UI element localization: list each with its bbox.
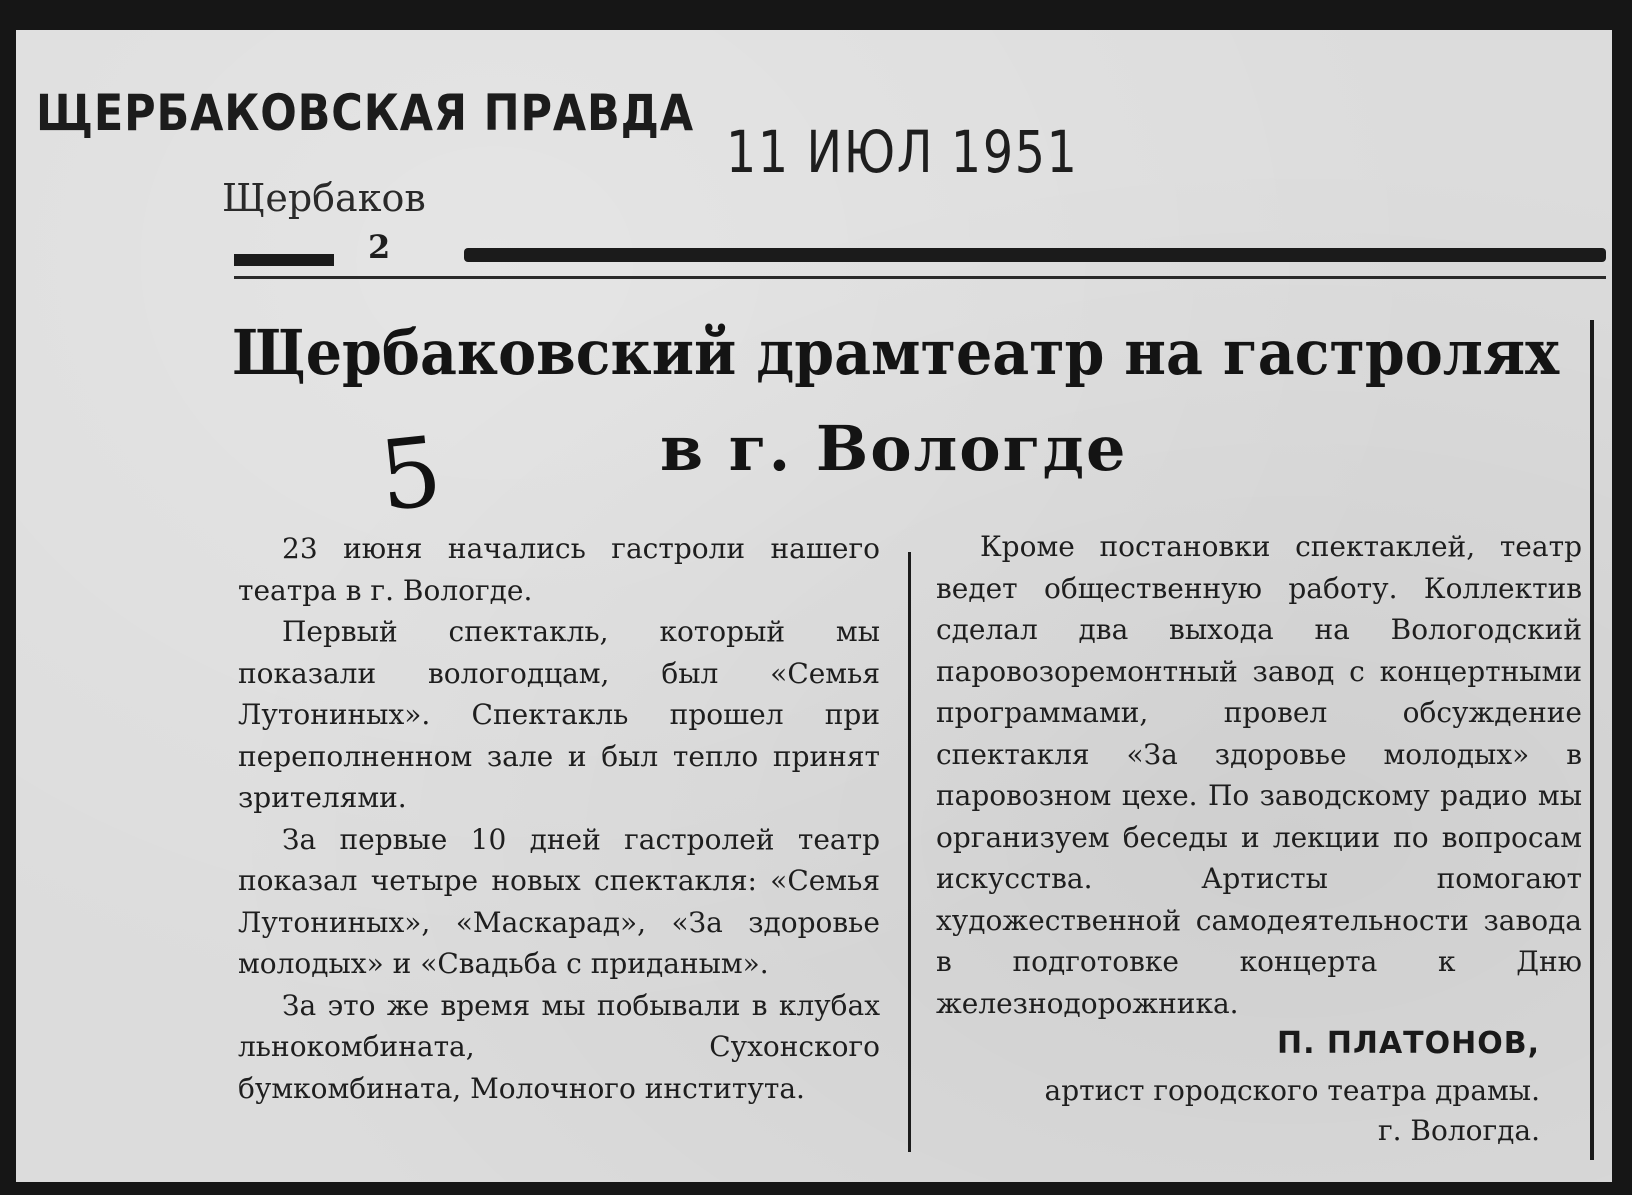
- article-column-right: [936, 526, 1582, 1024]
- paragraph: Кроме постановки спектаклей, театр ведет общественную работу. Коллектив сделал два выхода на Вологодский паровозоремонтный завод с концертными программами, провел обсуждение спектакля «За здоровье молодых» в паровозном цехе. По заводскому радио мы организуем беседы и лекции по вопросам искусства. Артисты помогают художественной самодеятельности завода в подготовке концерта к Дню железнодорожника.: [936, 530, 1582, 1020]
- author-title: артист городского театра драмы.: [1044, 1074, 1540, 1107]
- paragraph: Первый спектакль, который мы показали вологодцам, был «Семья Лутониных». Спектакль прошел при переполненном зале и был тепло принят зрителями.: [238, 615, 880, 814]
- paragraph: 23 июня начались гастроли нашего театра в г. Вологде.: [238, 532, 880, 607]
- right-border-rule: [1590, 320, 1594, 1160]
- header-rule-left: [234, 254, 334, 266]
- headline-line-1: Щербаковский драмтеатр на гастролях: [232, 316, 1560, 389]
- date-stamp: 11 ИЮЛ 1951: [726, 118, 1079, 186]
- header-rule-thin: [234, 276, 1606, 279]
- column-divider: [908, 552, 911, 1152]
- author-name: П. ПЛАТОНОВ,: [1276, 1026, 1540, 1061]
- article-column-left: [238, 528, 880, 1109]
- paragraph: За это же время мы побывали в клубах льнокомбината, Сухонского бумкомбината, Молочного института.: [238, 988, 880, 1105]
- header-rule-right: [464, 248, 1606, 262]
- handwritten-mark: 5: [374, 415, 447, 533]
- headline-line-2: в г. Вологде: [660, 412, 1128, 485]
- author-city: г. Вологда.: [1377, 1114, 1540, 1147]
- city-stamp: Щербаков: [222, 176, 426, 220]
- paragraph: За первые 10 дней гастролей театр показал четыре новых спектакля: «Семья Лутониных», «Маскарад», «За здоровье молодых» и «Свадьба с приданым».: [238, 822, 880, 980]
- page-number: 2: [368, 228, 391, 266]
- newspaper-name-stamp: ЩЕРБАКОВСКАЯ ПРАВДА: [36, 84, 694, 142]
